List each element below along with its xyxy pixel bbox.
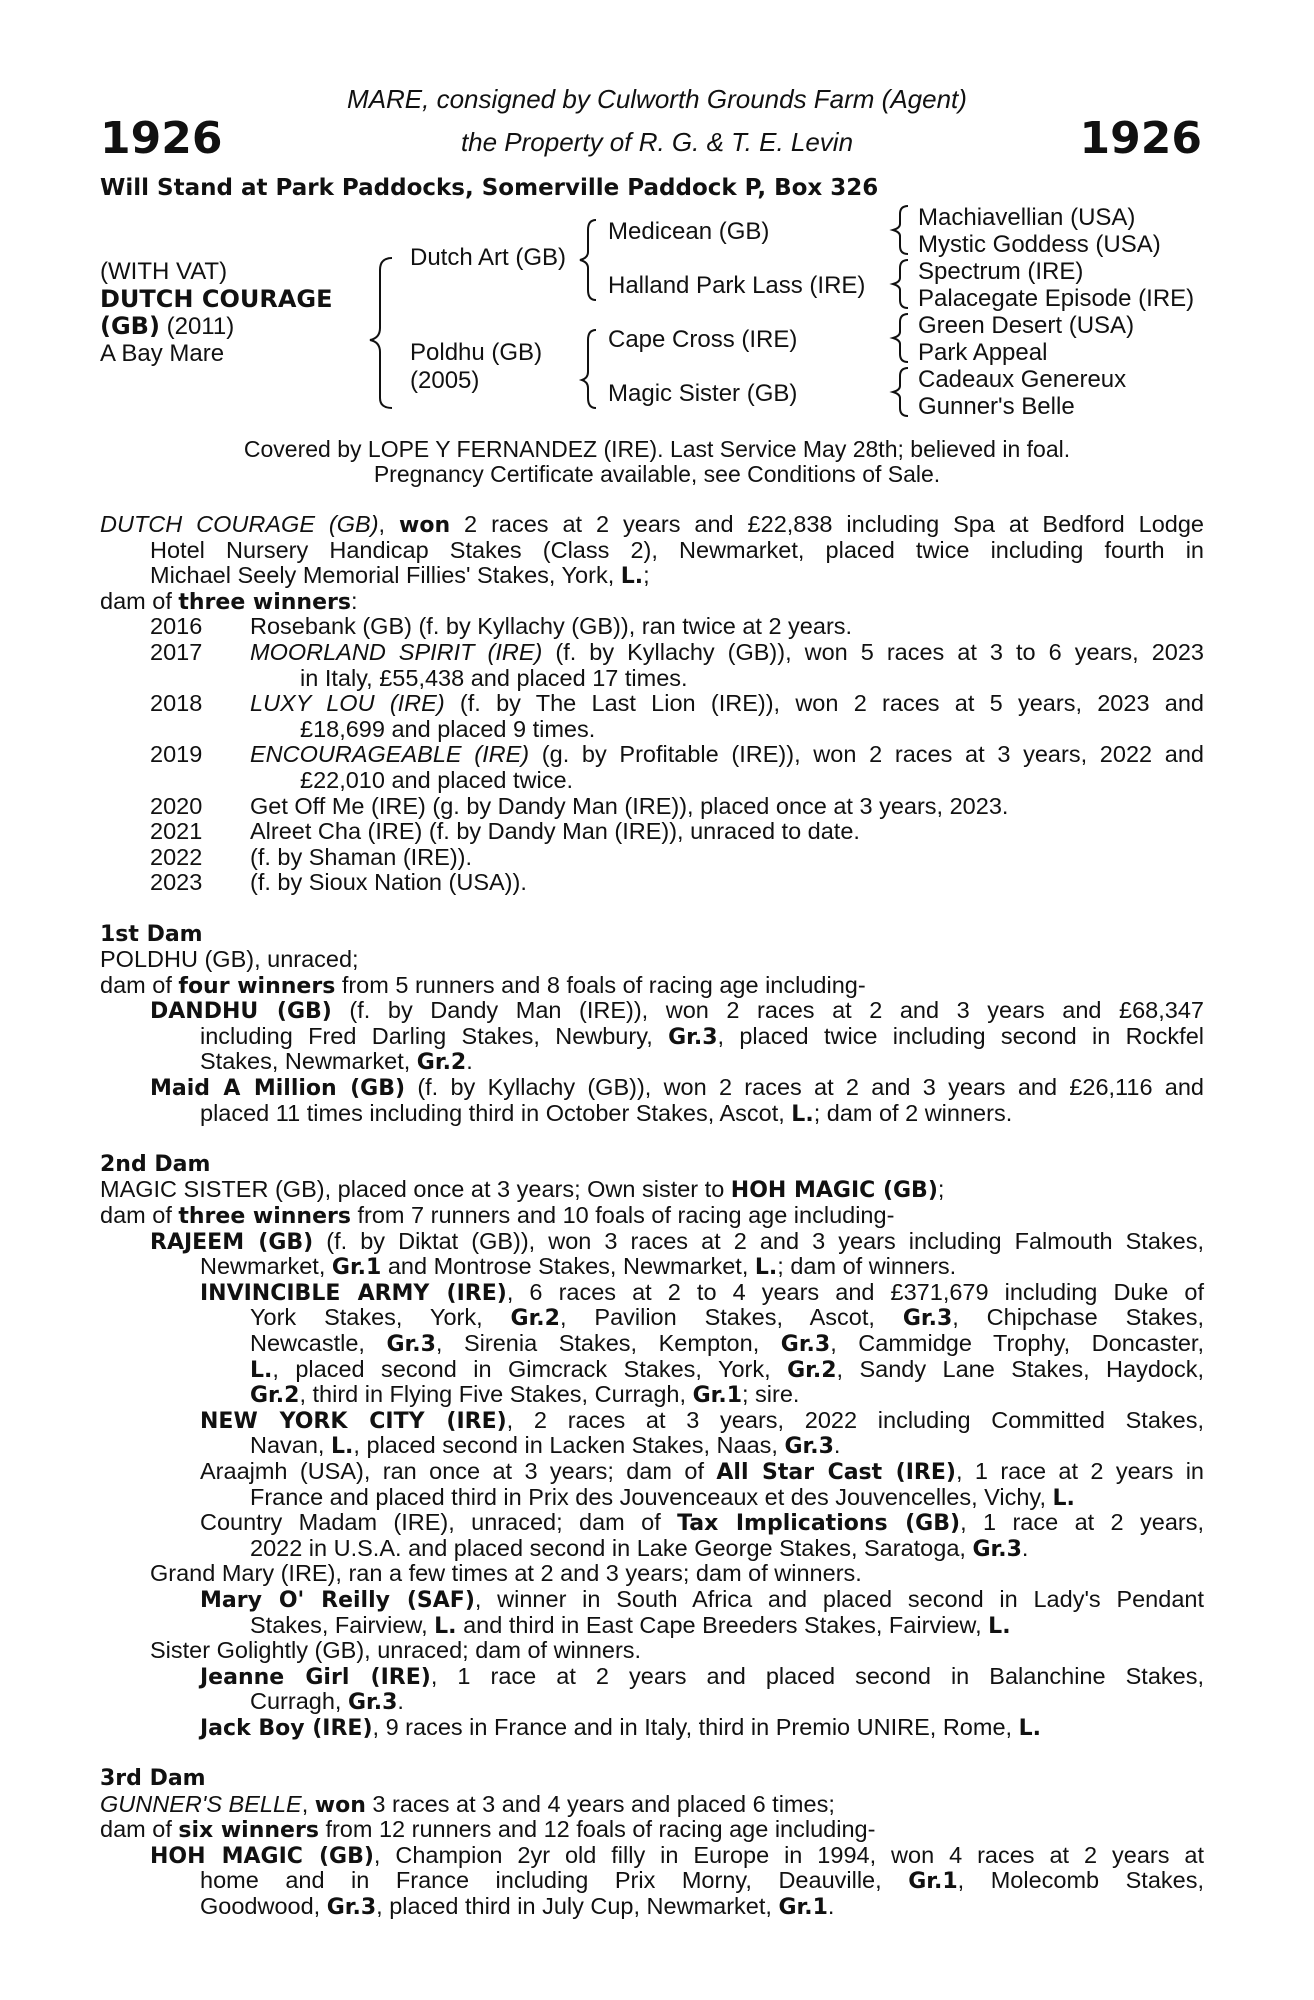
horse-name: DUTCH COURAGE: [100, 285, 333, 313]
sire-dam-dam: Palacegate Episode (IRE): [918, 285, 1195, 312]
second-dam-section: 2nd Dam MAGIC SISTER (GB), placed once at 3 years; Own sister to HOH MAGIC (GB); dam of three winners from 7 runners and 10 foals of racing age including- RAJEEM (GB) (f. by Diktat (GB)), won 3 races at 2 and 3 years including Falmouth Stakes, Newmarket, Gr.1 and Montrose Stakes, Newmarket, L.; dam of winners. INVINCIBLE ARMY (IRE), 6 races at 2 to 4 years and £371,679 including Duke of York Stakes, York, Gr.2, Pavilion Stakes, Ascot, Gr.3, Chipchase Stakes, Newcastle, Gr.3, Sirenia Stakes, Kempton, Gr.3, Cammidge Trophy, Doncaster, L., placed second in Gimcrack Stakes, York, Gr.2, Sandy Lane Stakes, Haydock, Gr.2, third in Flying Five Stakes, Curragh, Gr.1; sire. NEW YORK CITY (IRE), 2 races at 3 years, 2022 including Committed Stakes, Navan, L., placed second in Lacken Stakes, Naas, Gr.3. Araajmh (USA), ran once at 3 years; dam of All Star Cast (IRE), 1 race at 2 years in France and placed third in Prix des Jouvenceaux et des Jouvencelles, Vichy, L. Country Madam (IRE), unraced; dam of Tax Implications (GB), 1 race at 2 years, 2022 in U.S.A. and placed second in Lake George Stakes, Saratoga, Gr.3. Grand Mary (IRE), ran a few times at 2 and 3 years; dam of winners. Mary O' Reilly (SAF), winner in South Africa and placed second in Lady's Pendant Stakes, Fairview, L. and third in East Cape Breeders Stakes, Fairview, L. Sister Golightly (GB), unraced; dam of winners. Jeanne Girl (IRE), 1 race at 2 years and placed second in Balanchine Stakes, Curragh, Gr.3. Jack Boy (IRE), 9 races in France and in Italy, third in Premio UNIRE, Rome, L.: [100, 1151, 1205, 1741]
second-dam-heading: 2nd Dam: [100, 1151, 211, 1177]
sire-dam-sire: Spectrum (IRE): [918, 258, 1084, 285]
dam-year: (2005): [410, 367, 480, 394]
lot-number-right: 1926: [1079, 113, 1202, 164]
dam: Poldhu (GB): [410, 339, 543, 366]
dam-sire: Cape Cross (IRE): [608, 326, 798, 353]
covered-note: Covered by LOPE Y FERNANDEZ (IRE). Last Service May 28th; believed in foal.: [243, 436, 1071, 462]
produce-row: 2021 Alreet Cha (IRE) (f. by Dandy Man (IRE)), unraced to date.: [150, 818, 860, 845]
sire-sire-sire: Machiavellian (USA): [918, 204, 1136, 231]
produce-list: 2016 Rosebank (GB) (f. by Kyllachy (GB)), ran twice at 2 years. 2017 MOORLAND SPIRIT (IRE) (f. by Kyllachy (GB)), won 5 races at 3 to 6 years, 2023 in Italy, £55,438 and placed 17 times. 2018 LUXY LOU (IRE) (f. by The Last Lion (IRE)), won 2 races at 5 years, 2023 and £18,699 and placed 9 times. 2019 ENCOURAGEABLE (IRE) (g. by Profitable (IRE)), won 2 races at 3 years, 2022 and £22,010 and placed twice. 2020 Get Off Me (IRE) (g. by Dandy Man (IRE)), placed once at 3 years, 2023. 2021 Alreet Cha (IRE) (f. by Dandy Man (IRE)), unraced to date. 2022 (f. by Shaman (IRE)). 2023 (f. by Sioux Nation (USA)).: [100, 614, 1204, 896]
property-line: the Property of R. G. & T. E. Levin: [460, 127, 854, 157]
lot-number-left: 1926: [100, 113, 223, 164]
sire-sire-dam: Mystic Goddess (USA): [918, 231, 1161, 258]
catalogue-body: [100, 512, 1204, 1920]
produce-row: 2019 ENCOURAGEABLE (IRE) (g. by Profitable (IRE)), won 2 races at 3 years, 2022 and: [150, 741, 1204, 768]
produce-row: 2022 (f. by Shaman (IRE)).: [150, 843, 472, 870]
produce-row: 2017 MOORLAND SPIRIT (IRE) (f. by Kyllachy (GB)), won 5 races at 3 to 6 years, 2023: [150, 638, 1204, 665]
mare-record: DUTCH COURAGE (GB), won 2 races at 2 years and £22,838 including Spa at Bedford Lodge Hotel Nursery Handicap Stakes (Class 2), Newmarket, placed twice including fourth in Michael Seely Memorial Fillies' Stakes, York, L.; dam of three winners:: [100, 511, 1204, 615]
produce-row: 2023 (f. by Sioux Nation (USA)).: [150, 869, 527, 896]
stand-location: Will Stand at Park Paddocks, Somerville Paddock P, Box 326: [100, 175, 879, 201]
dam-dam-sire: Cadeaux Genereux: [918, 366, 1127, 393]
vat-note: (WITH VAT): [100, 258, 228, 285]
produce-row: 2016 Rosebank (GB) (f. by Kyllachy (GB)), ran twice at 2 years.: [150, 613, 853, 640]
third-dam-section: 3rd Dam GUNNER'S BELLE, won 3 races at 3 and 4 years and placed 6 times; dam of six winners from 12 runners and 12 foals of racing age including- HOH MAGIC (GB), Champion 2yr old filly in Europe in 1994, won 4 races at 2 years at home and in France including Prix Morny, Deauville, Gr.1, Molecomb Stakes, Goodwood, Gr.3, placed third in July Cup, Newmarket, Gr.1.: [100, 1766, 1205, 1921]
sire-sire: Medicean (GB): [608, 218, 770, 245]
dam-sire-sire: Green Desert (USA): [918, 312, 1135, 339]
dam-dam-dam: Gunner's Belle: [918, 393, 1075, 420]
sire: Dutch Art (GB): [410, 244, 567, 271]
third-dam-heading: 3rd Dam: [100, 1766, 206, 1792]
pregnancy-note: Pregnancy Certificate available, see Conditions of Sale.: [373, 461, 941, 487]
dam-dam: Magic Sister (GB): [608, 380, 798, 407]
first-dam-section: 1st Dam POLDHU (GB), unraced; dam of four winners from 5 runners and 8 foals of racing age including- DANDHU (GB) (f. by Dandy Man (IRE)), won 2 races at 2 and 3 years and £68,347 including Fred Darling Stakes, Newbury, Gr.3, placed twice including second in Rockfel Stakes, Newmarket, Gr.2. Maid A Million (GB) (f. by Kyllachy (GB)), won 2 races at 2 and 3 years and £26,116 and placed 11 times including third in October Stakes, Ascot, L.; dam of 2 winners.: [100, 921, 1204, 1127]
dam-sire-dam: Park Appeal: [918, 339, 1048, 366]
first-dam-heading: 1st Dam: [100, 921, 203, 947]
horse-origin: (GB) (2011): [100, 312, 235, 340]
consignor-line: MARE, consigned by Culworth Grounds Farm (Agent): [347, 84, 967, 114]
horse-description: A Bay Mare: [100, 340, 225, 367]
sire-dam: Halland Park Lass (IRE): [608, 272, 866, 299]
produce-row: 2020 Get Off Me (IRE) (g. by Dandy Man (IRE)), placed once at 3 years, 2023.: [150, 792, 1009, 819]
produce-row: 2018 LUXY LOU (IRE) (f. by The Last Lion (IRE)), won 2 races at 5 years, 2023 and: [150, 690, 1204, 717]
